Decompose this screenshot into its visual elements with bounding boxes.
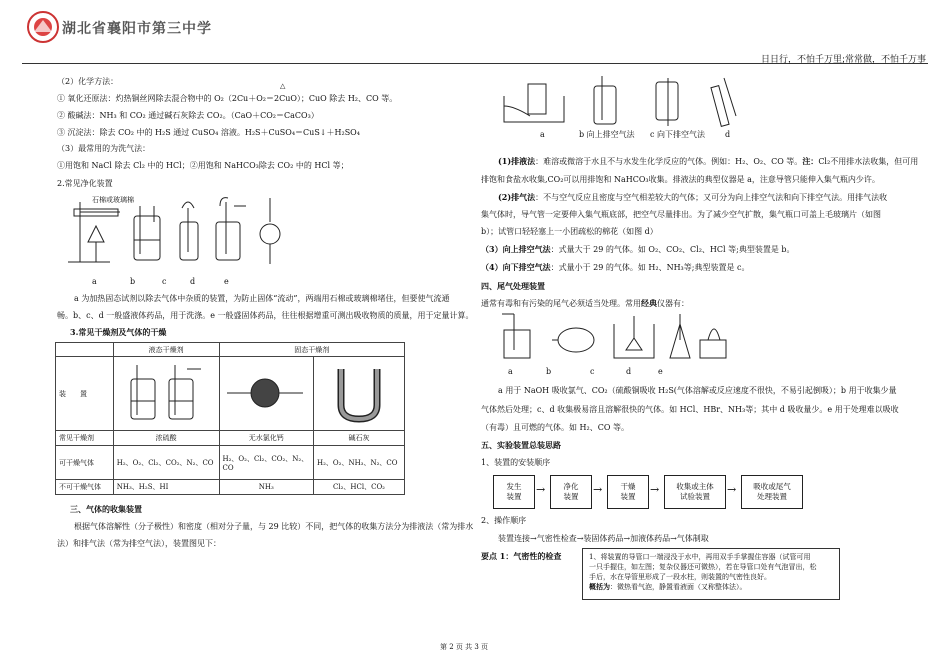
- page-footer: 第 2 页 共 3 页: [440, 643, 489, 651]
- flow-step: 吸收或尾气 处理装置: [741, 475, 803, 509]
- table-cell: 无水氯化钙: [219, 431, 314, 446]
- fig-label-b: b: [546, 367, 552, 376]
- airtightness-note-box: [582, 548, 840, 600]
- fig-label-c: c 向下排空气法: [650, 130, 706, 139]
- paragraph: [481, 244, 794, 255]
- gas-collection-figure: [498, 76, 758, 130]
- fig-label-c: c: [162, 277, 167, 286]
- table-cell: H₂、O₂、Cl₂、CO₂、N₂、CO: [113, 446, 219, 480]
- table-cell: 碱石灰: [314, 431, 405, 446]
- paragraph: a 用于 NaOH 吸收氯气、CO₂（硫酸铜吸收 H₂S(气体溶解或反应速度不很快，不易引起倒吸）；b 用于收集少量: [498, 386, 897, 395]
- paragraph: 1、装置的安装顺序: [481, 458, 551, 467]
- table-header: 固态干燥剂: [219, 343, 405, 357]
- section-heading: 三、气体的收集装置: [70, 504, 142, 514]
- section-heading: 五、实验装置总装思路: [481, 440, 561, 450]
- fig-label-e: e: [224, 277, 229, 286]
- table-cell: 不可干燥气体: [56, 480, 114, 495]
- table-cell: 浓硫酸: [113, 431, 219, 446]
- key-point-heading: 要点 1：气密性的检查: [481, 551, 562, 561]
- fig-label-a: a: [540, 130, 545, 139]
- school-name: 湖北省襄阳市第三中学: [62, 21, 212, 37]
- paragraph: [481, 262, 749, 273]
- text-line: ① 氧化还原法：灼热铜丝网除去混合物中的 O₂（2Cu＋O₂＝2CuO）；CuO 除去 H₂、CO 等。: [57, 94, 398, 103]
- text: ：式量大于 29 的气体。如 O₂、CO₂、Cl₂、HCl 等;典型装置是 b。: [550, 245, 795, 254]
- fig-label-a: a: [92, 277, 97, 286]
- sulfuric-acid-bottle-figure: [113, 357, 219, 431]
- drying-tube-figure: [219, 357, 314, 431]
- paragraph: 排饱和食盐水收集,CO₂可以用排饱和 NaHCO₃收集。排液法的典型仪器是 a，注意导管只能伸入集气瓶内少许。: [481, 175, 880, 184]
- fig-label-b: b 向上排空气法: [579, 130, 635, 139]
- note-line: 手后，水在导管里形成了一段水柱，则装置的气密性良好。: [589, 573, 771, 581]
- paragraph: 根据气体溶解性（分子极性）和密度（相对分子量，与 29 比较）不同，把气体的收集方法分为排液法（常为排水: [74, 522, 474, 531]
- text-line: ② 酸碱法：NH₃ 和 CO₂ 通过碱石灰除去 CO₂。（CaO＋CO₂＝CaCO₃）: [57, 111, 319, 120]
- fig-label: 石棉或玻璃棉: [92, 196, 134, 204]
- tail-gas-figure: [494, 310, 734, 362]
- fig-label-b: b: [130, 277, 136, 286]
- arrow-right-icon: →: [727, 483, 737, 496]
- table-cell: 装 置: [56, 357, 114, 431]
- arrow-right-icon: →: [593, 483, 603, 496]
- paragraph: 集气体时，导气管一定要伸入集气瓶底部，把空气尽量排出。为了减少空气扩散，集气瓶口可盖上毛玻璃片（如图: [481, 210, 881, 219]
- paragraph: 畅。b、c、d 一般盛液体药品，用于洗涤。e 一般盛固体药品，往往根据增重可测出吸收物质的质量，用于定量计算。: [57, 311, 474, 320]
- paragraph: [498, 192, 887, 203]
- flow-step: 收集或主体 试验装置: [664, 475, 726, 509]
- paragraph: [498, 156, 918, 167]
- paragraph: （有毒）且可燃的气体。如 H₂、CO 等。: [481, 423, 629, 432]
- flow-step: 干燥 装置: [607, 475, 649, 509]
- paragraph: [481, 298, 689, 309]
- term: 经典: [641, 298, 657, 308]
- paragraph: 装置连接→气密性检查→装固体药品→加液体药品→气体制取: [498, 534, 709, 543]
- paragraph: b）；试管口轻轻塞上一小团疏松的棉花（如图 d）: [481, 227, 658, 236]
- table-cell: Cl₂、HCl、CO₂: [314, 480, 405, 495]
- arrow-right-icon: →: [650, 483, 660, 496]
- school-logo: [26, 10, 60, 44]
- note-line: [589, 582, 833, 592]
- term: （3）向上排空气法: [481, 244, 551, 254]
- text-line: ③ 沉淀法：除去 CO₂ 中的 H₂S 通过 CuSO₄ 溶液。H₂S＋CuSO₄＝CuS↓＋H₂SO₄: [57, 128, 360, 137]
- heat-symbol: △: [280, 82, 286, 90]
- table-header: 液态干燥剂: [113, 343, 219, 357]
- u-tube-figure: [314, 357, 405, 431]
- text-line: （2）化学方法：: [57, 77, 119, 86]
- text: ：式量小于 29 的气体。如 H₂、NH₃等;典型装置是 c。: [550, 263, 750, 272]
- paragraph: 气体然后处理；c、d 收集极易溶且溶解很快的气体。如 HCl、HBr、NH₃等；其中 d 吸收量少。e 用于处理难以吸收: [481, 405, 899, 414]
- section-heading: 四、尾气处理装置: [481, 281, 545, 291]
- fig-label-c: c: [590, 367, 595, 376]
- flow-step: 净化 装置: [550, 475, 592, 509]
- arrow-right-icon: →: [536, 483, 546, 496]
- note-line: 一只手握住，如左图；复杂仪器还可微热），若在导管口处有气泡冒出，松: [589, 563, 817, 571]
- fig-label-a: a: [508, 367, 513, 376]
- text-line: ①用饱和 NaCl 除去 Cl₂ 中的 HCl；②用饱和 NaHCO₃除去 CO₂ 中的 HCl 等；: [57, 161, 349, 170]
- desiccant-table: [55, 342, 405, 495]
- term: 注：: [802, 156, 819, 166]
- paragraph: 2、操作顺序: [481, 516, 527, 525]
- text: ：不与空气反应且密度与空气相差较大的气体；又可分为向上排空气法和向下排空气法。用排气法收: [535, 193, 888, 202]
- text-line: （3）最常用的为洗气法：: [57, 144, 151, 153]
- text: 仪器有：: [657, 299, 689, 308]
- table-cell: NH₃: [219, 480, 314, 495]
- term: (2)排气法: [498, 192, 536, 202]
- fig-label-d: d: [725, 130, 731, 139]
- table-cell: H₂、O₂、NH₃、N₂、CO: [314, 446, 405, 480]
- section-heading: 3.常见干燥剂及气体的干燥: [70, 327, 167, 337]
- table-cell: 可干燥气体: [56, 446, 114, 480]
- paragraph: a 为加热固态试剂以除去气体中杂质的装置，为防止固体“流动”，两端用石棉或玻璃棉堵住，但要使气流通: [74, 294, 450, 303]
- section-heading: 2.常见净化装置: [57, 179, 113, 188]
- term: （4）向下排空气法: [481, 262, 551, 272]
- table-cell: 常见干燥剂: [56, 431, 114, 446]
- text: ：难溶或微溶于水且不与水发生化学反应的气体。例如：H₂、O₂、CO 等。: [535, 157, 803, 166]
- term: 概括为: [589, 582, 610, 591]
- term: (1)排液法: [498, 156, 536, 166]
- text: 通常有毒和有污染的尾气必须适当处理。常用: [481, 299, 641, 308]
- table-cell: NH₃、H₂S、HI: [113, 480, 219, 495]
- fig-label-d: d: [626, 367, 632, 376]
- text: ：微热看气泡，静置看液面（又称整体法）。: [610, 583, 747, 591]
- table-cell: H₂、O₂、Cl₂、CO₂、N₂、CO: [219, 446, 314, 480]
- note-line: 1、将装置的导管口一端浸没于水中，再用双手手掌握住容器（试管可用: [589, 553, 811, 561]
- flow-step: 发生 装置: [493, 475, 535, 509]
- fig-label-d: d: [190, 277, 196, 286]
- paragraph: 法）和排气法（常为排空气法），装置图见下：: [57, 539, 221, 548]
- fig-label-e: e: [658, 367, 663, 376]
- header-motto: 日日行，不怕千万里;常常做，不怕千万事: [760, 55, 926, 65]
- text: Cl₂不用排水法收集，但可用: [818, 157, 919, 166]
